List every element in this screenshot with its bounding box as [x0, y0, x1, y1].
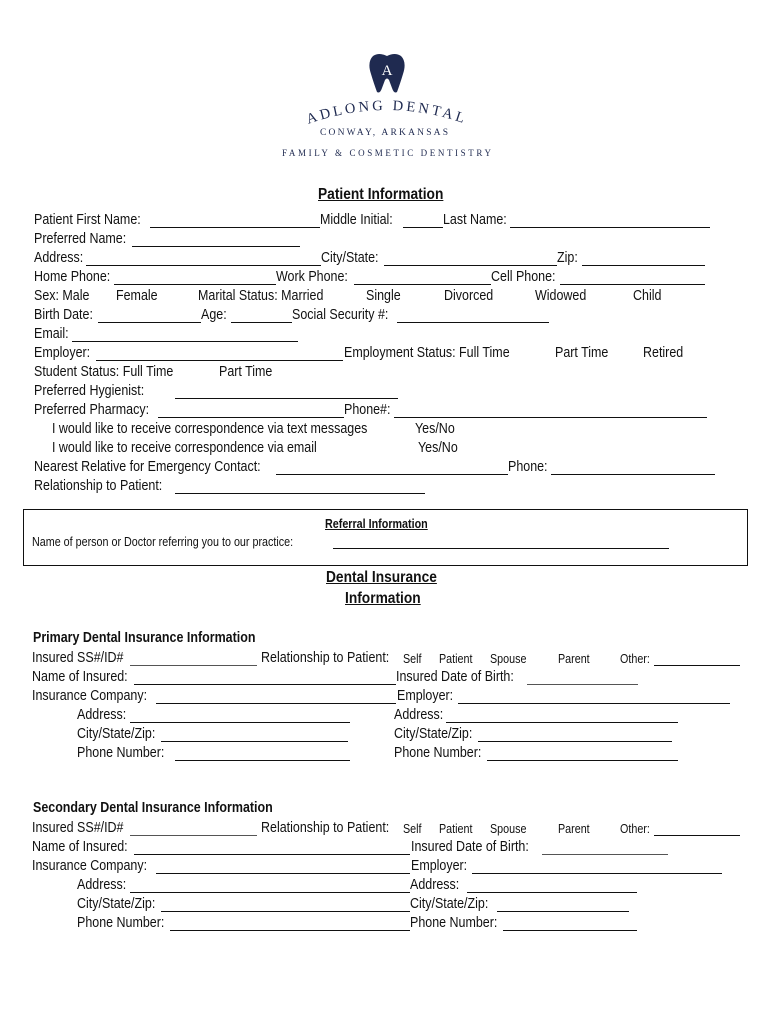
city-state-label: City/State: — [321, 250, 379, 266]
secondary-rel-parent-option[interactable]: Parent — [558, 822, 590, 836]
work-phone-field[interactable] — [354, 284, 491, 285]
cell-phone-label: Cell Phone: — [491, 269, 556, 285]
student-part-time-option[interactable]: Part Time — [219, 364, 273, 380]
email-correspondence-yes-no[interactable]: Yes/No — [418, 440, 458, 456]
first-name-label: Patient First Name: — [34, 212, 141, 228]
primary-company-city-label: City/State/Zip: — [77, 726, 156, 742]
secondary-employer-phone-field[interactable] — [503, 930, 637, 931]
secondary-name-insured-field[interactable] — [134, 854, 410, 855]
ssn-field[interactable] — [397, 322, 549, 323]
secondary-company-address-label: Address: — [77, 877, 127, 893]
primary-employer-phone-label: Phone Number: — [394, 745, 482, 761]
primary-employer-address-label: Address: — [394, 707, 444, 723]
tooth-logo-icon — [367, 52, 407, 94]
preferred-name-label: Preferred Name: — [34, 231, 127, 247]
logo-monogram: A — [381, 63, 393, 79]
svg-text:ADLONG DENTAL — [304, 98, 469, 128]
sex-male-option[interactable]: Sex: Male — [34, 288, 90, 304]
secondary-company-phone-field[interactable] — [170, 930, 410, 931]
primary-rel-self-option[interactable]: Self — [403, 652, 422, 666]
patient-information-heading: Patient Information — [318, 186, 444, 203]
primary-insurance-heading: Primary Dental Insurance Information — [33, 630, 256, 646]
hygienist-field[interactable] — [175, 398, 398, 399]
primary-rel-other-option[interactable]: Other: — [620, 652, 650, 666]
age-label: Age: — [201, 307, 227, 323]
preferred-name-field[interactable] — [132, 246, 300, 247]
work-phone-label: Work Phone: — [276, 269, 348, 285]
primary-employer-field[interactable] — [458, 703, 730, 704]
primary-name-insured-field[interactable] — [134, 684, 396, 685]
secondary-employer-phone-label: Phone Number: — [410, 915, 498, 931]
employer-field[interactable] — [96, 360, 343, 361]
secondary-insured-id-label: Insured SS#/ID# — [32, 820, 124, 836]
primary-company-field[interactable] — [156, 703, 396, 704]
primary-company-address-label: Address: — [77, 707, 127, 723]
relationship-field[interactable] — [175, 493, 425, 494]
primary-rel-spouse-option[interactable]: Spouse — [490, 652, 527, 666]
employer-label: Employer: — [34, 345, 91, 361]
referral-field[interactable] — [333, 548, 669, 549]
secondary-insurance-heading: Secondary Dental Insurance Information — [33, 800, 273, 816]
logo — [280, 48, 494, 163]
secondary-employer-label: Employer: — [411, 858, 468, 874]
secondary-rel-spouse-option[interactable]: Spouse — [490, 822, 527, 836]
secondary-rel-patient-option[interactable]: Patient — [439, 822, 473, 836]
emergency-contact-label: Nearest Relative for Emergency Contact: — [34, 459, 261, 475]
hygienist-label: Preferred Hygienist: — [34, 383, 145, 399]
secondary-employer-address-field[interactable] — [467, 892, 637, 893]
primary-rel-other-field[interactable] — [654, 665, 740, 666]
zip-label: Zip: — [557, 250, 578, 266]
pharmacy-phone-field[interactable] — [394, 417, 707, 418]
primary-insured-dob-field[interactable] — [527, 684, 638, 685]
zip-field[interactable] — [582, 265, 705, 266]
home-phone-label: Home Phone: — [34, 269, 111, 285]
employment-full-time-option[interactable]: Employment Status: Full Time — [344, 345, 510, 361]
secondary-insured-id-field[interactable] — [130, 835, 257, 836]
student-full-time-option[interactable]: Student Status: Full Time — [34, 364, 174, 380]
birth-date-field[interactable] — [98, 322, 201, 323]
sex-female-option[interactable]: Female — [116, 288, 158, 304]
primary-employer-address-field[interactable] — [446, 722, 678, 723]
insurance-heading-line1: Dental Insurance — [326, 569, 437, 586]
secondary-employer-city-field[interactable] — [497, 911, 629, 912]
primary-company-label: Insurance Company: — [32, 688, 148, 704]
secondary-company-city-label: City/State/Zip: — [77, 896, 156, 912]
text-correspondence-label: I would like to receive correspondence via text messages — [52, 421, 368, 437]
primary-company-phone-field[interactable] — [175, 760, 350, 761]
referral-heading: Referral Information — [325, 517, 428, 531]
primary-employer-label: Employer: — [397, 688, 454, 704]
address-label: Address: — [34, 250, 84, 266]
primary-insured-dob-label: Insured Date of Birth: — [396, 669, 514, 685]
insurance-heading-line2: Information — [345, 590, 421, 607]
primary-insured-id-label: Insured SS#/ID# — [32, 650, 124, 666]
primary-company-phone-label: Phone Number: — [77, 745, 165, 761]
marital-widowed-option[interactable]: Widowed — [535, 288, 587, 304]
city-state-field[interactable] — [384, 265, 557, 266]
employment-retired-option[interactable]: Retired — [643, 345, 684, 361]
marital-single-option[interactable]: Single — [366, 288, 401, 304]
text-correspondence-yes-no[interactable]: Yes/No — [415, 421, 455, 437]
primary-rel-parent-option[interactable]: Parent — [558, 652, 590, 666]
secondary-company-field[interactable] — [156, 873, 410, 874]
emergency-phone-field[interactable] — [551, 474, 715, 475]
primary-employer-city-field[interactable] — [478, 741, 672, 742]
secondary-insured-dob-label: Insured Date of Birth: — [411, 839, 529, 855]
referral-prompt: Name of person or Doctor referring you to our practice: — [32, 535, 294, 549]
pharmacy-field[interactable] — [158, 417, 344, 418]
first-name-field[interactable] — [150, 227, 320, 228]
secondary-relationship-label: Relationship to Patient: — [261, 820, 390, 836]
last-name-field[interactable] — [510, 227, 710, 228]
emergency-phone-label: Phone: — [508, 459, 548, 475]
primary-name-insured-label: Name of Insured: — [32, 669, 128, 685]
address-field[interactable] — [86, 265, 321, 266]
email-label: Email: — [34, 326, 69, 342]
secondary-insured-dob-field[interactable] — [542, 854, 668, 855]
emergency-contact-field[interactable] — [276, 474, 508, 475]
email-field[interactable] — [72, 341, 298, 342]
marital-child-option[interactable]: Child — [633, 288, 662, 304]
cell-phone-field[interactable] — [560, 284, 705, 285]
home-phone-field[interactable] — [114, 284, 276, 285]
ssn-label: Social Security #: — [292, 307, 389, 323]
secondary-company-city-field[interactable] — [161, 911, 410, 912]
primary-employer-city-label: City/State/Zip: — [394, 726, 473, 742]
secondary-name-insured-label: Name of Insured: — [32, 839, 128, 855]
logo-tagline: FAMILY & COSMETIC DENTISTRY — [282, 148, 494, 158]
marital-divorced-option[interactable]: Divorced — [444, 288, 494, 304]
primary-employer-phone-field[interactable] — [487, 760, 678, 761]
pharmacy-label: Preferred Pharmacy: — [34, 402, 150, 418]
primary-company-address-field[interactable] — [130, 722, 350, 723]
employment-part-time-option[interactable]: Part Time — [555, 345, 609, 361]
secondary-employer-city-label: City/State/Zip: — [410, 896, 489, 912]
secondary-employer-address-label: Address: — [410, 877, 460, 893]
secondary-rel-other-option[interactable]: Other: — [620, 822, 650, 836]
middle-initial-label: Middle Initial: — [320, 212, 393, 228]
middle-initial-field[interactable] — [403, 227, 443, 228]
age-field[interactable] — [231, 322, 292, 323]
secondary-rel-other-field[interactable] — [654, 835, 740, 836]
relationship-label: Relationship to Patient: — [34, 478, 163, 494]
secondary-employer-field[interactable] — [472, 873, 722, 874]
pharmacy-phone-label: Phone#: — [344, 402, 391, 418]
primary-relationship-label: Relationship to Patient: — [261, 650, 390, 666]
last-name-label: Last Name: — [443, 212, 507, 228]
primary-insured-id-field[interactable] — [130, 665, 257, 666]
marital-married-option[interactable]: Marital Status: Married — [198, 288, 324, 304]
secondary-company-label: Insurance Company: — [32, 858, 148, 874]
primary-rel-patient-option[interactable]: Patient — [439, 652, 473, 666]
birth-date-label: Birth Date: — [34, 307, 93, 323]
secondary-company-phone-label: Phone Number: — [77, 915, 165, 931]
primary-company-city-field[interactable] — [161, 741, 348, 742]
secondary-company-address-field[interactable] — [130, 892, 410, 893]
email-correspondence-label: I would like to receive correspondence via email — [52, 440, 317, 456]
secondary-rel-self-option[interactable]: Self — [403, 822, 422, 836]
logo-location: CONWAY, ARKANSAS — [320, 128, 451, 138]
logo-brand-text: ADLONG DENTAL — [304, 97, 470, 128]
